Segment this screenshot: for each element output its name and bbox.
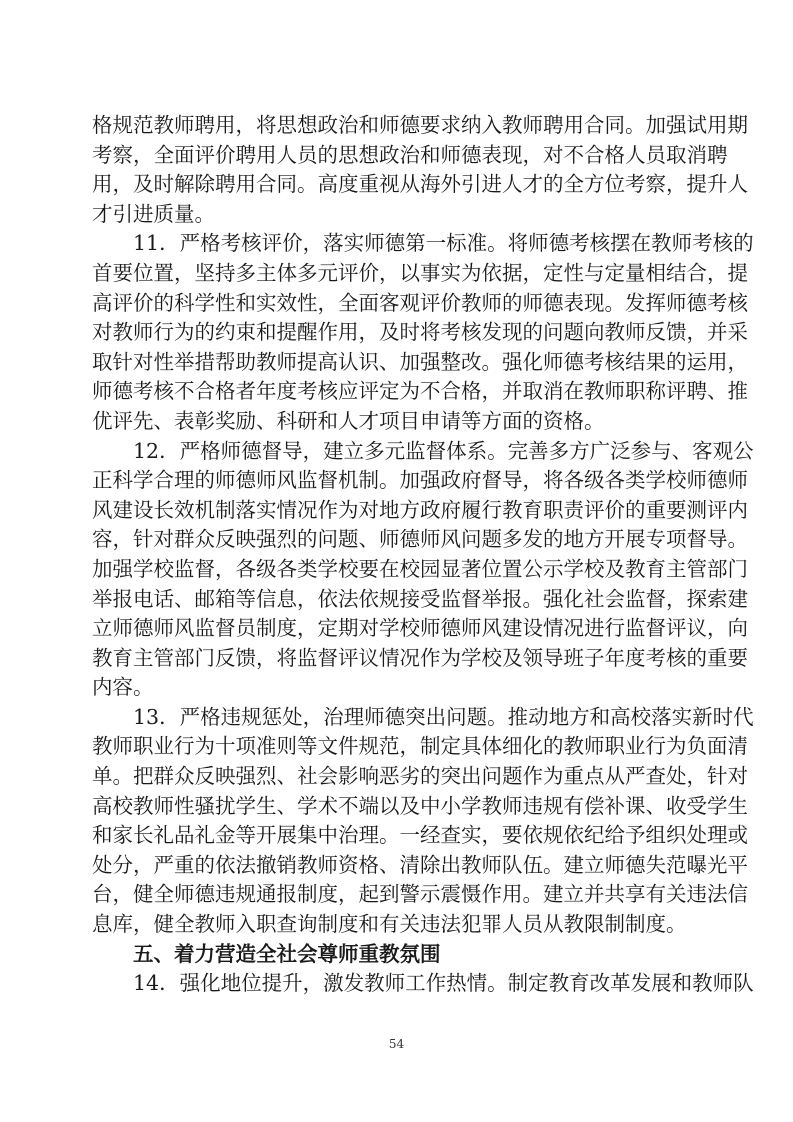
paragraph-line: 举报电话、邮箱等信息，依法依规接受监督举报。强化社会监督，探索建	[92, 586, 748, 611]
paragraph-line: 取针对性举措帮助教师提高认识、加强整改。强化师德考核结果的运用，	[92, 349, 748, 374]
paragraph-last-line: 才引进质量。	[92, 201, 215, 226]
paragraph-line: 单。把群众反映强烈、社会影响恶劣的突出问题作为重点从严查处，针对	[92, 764, 748, 789]
paragraph-last-line: 息库，健全教师入职查询制度和有关违法犯罪人员从教限制制度。	[92, 912, 687, 937]
paragraph-line: 正科学合理的师德师风监督机制。加强政府督导，将各级各类学校师德师	[92, 468, 748, 493]
paragraph-line: 格规范教师聘用，将思想政治和师德要求纳入教师聘用合同。加强试用期	[92, 113, 748, 137]
paragraph-line: 用，及时解除聘用合同。高度重视从海外引进人才的全方位考察，提升人	[92, 172, 748, 197]
paragraph-line: 容，针对群众反映强烈的问题、师德师风问题多发的地方开展专项督导。	[92, 527, 748, 552]
paragraph-line: 处分，严重的依法撤销教师资格、清除出教师队伍。建立师德失范曝光平	[92, 852, 748, 877]
paragraph-line: 对教师行为的约束和提醒作用，及时将考核发现的问题向教师反馈，并采	[92, 320, 748, 345]
paragraph-last-line: 内容。	[92, 675, 154, 700]
paragraph-line: 高评价的科学性和实效性，全面客观评价教师的师德表现。发挥师德考核	[92, 290, 748, 315]
paragraph-first-line: 13．严格违规惩处，治理师德突出问题。推动地方和高校落实新时代	[133, 704, 754, 729]
page-number: 54	[388, 1037, 405, 1051]
paragraph-first-line: 12．严格师德督导，建立多元监督体系。完善多方广泛参与、客观公	[133, 438, 754, 463]
paragraph-last-line: 优评先、表彰奖励、科研和人才项目申请等方面的资格。	[92, 408, 605, 433]
document-body	[92, 111, 754, 999]
paragraph-line: 师德考核不合格者年度考核应评定为不合格，并取消在教师职称评聘、推	[92, 379, 748, 404]
paragraph-line: 教师职业行为十项准则等文件规范，制定具体细化的教师职业行为负面清	[92, 734, 748, 759]
paragraph-line: 风建设长效机制落实情况作为对地方政府履行教育职责评价的重要测评内	[92, 497, 748, 522]
paragraph-first-line: 14．强化地位提升，激发教师工作热情。制定教育改革发展和教师队	[133, 971, 754, 996]
paragraph-line: 加强学校监督，各级各类学校要在校园显著位置公示学校及教育主管部门	[92, 556, 748, 581]
section-heading: 五、着力营造全社会尊师重教氛围	[133, 941, 441, 966]
paragraph-line: 和家长礼品礼金等开展集中治理。一经查实，要依规依纪给予组织处理或	[92, 823, 748, 848]
paragraph-line: 首要位置，坚持多主体多元评价，以事实为依据，定性与定量相结合，提	[92, 260, 748, 285]
paragraph-line: 教育主管部门反馈，将监督评议情况作为学校及领导班子年度考核的重要	[92, 645, 748, 670]
paragraph-line: 考察，全面评价聘用人员的思想政治和师德表现，对不合格人员取消聘	[92, 142, 728, 167]
paragraph-first-line: 11．严格考核评价，落实师德第一标准。将师德考核摆在教师考核的	[133, 231, 754, 256]
paragraph-line: 高校教师性骚扰学生、学术不端以及中小学教师违规有偿补课、收受学生	[92, 793, 748, 818]
paragraph-line: 台，健全师德违规通报制度，起到警示震慑作用。建立并共享有关违法信	[92, 882, 748, 907]
paragraph-line: 立师德师风监督员制度，定期对学校师德师风建设情况进行监督评议，向	[92, 616, 748, 641]
